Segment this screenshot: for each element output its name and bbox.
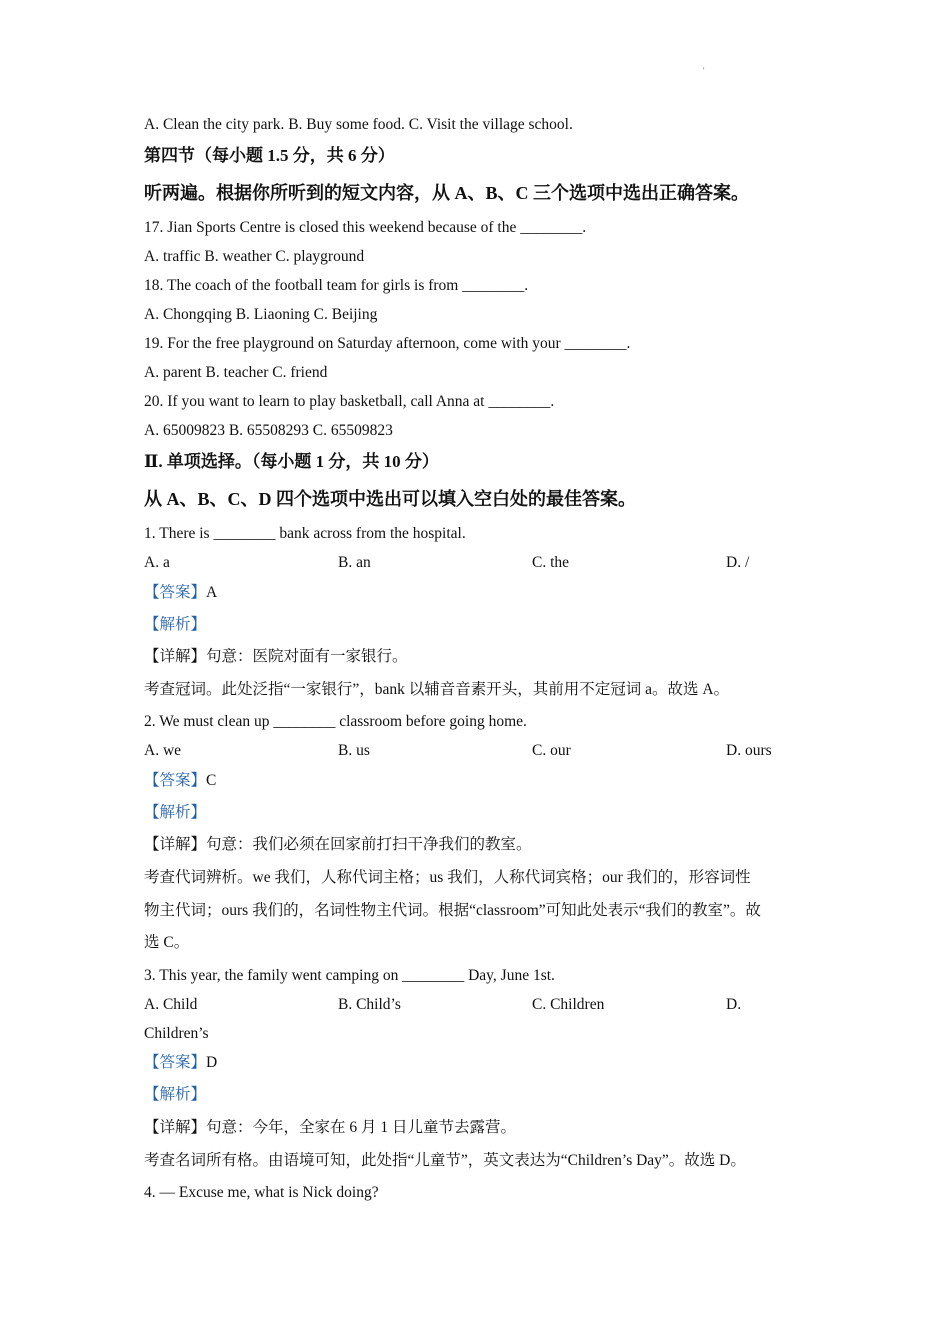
answer-value: D bbox=[206, 1054, 218, 1071]
q3-answer bbox=[144, 1053, 217, 1073]
q1-detail bbox=[144, 647, 408, 667]
q1-stem: 1. There is ________ bank across from the hospital. bbox=[144, 525, 466, 542]
section4-title: 第四节（每小题 1.5 分，共 6 分） bbox=[144, 146, 395, 165]
q3-option-b: B. Child’s bbox=[338, 996, 401, 1013]
q2-analysis-tag: 【解析】 bbox=[144, 804, 207, 821]
q2-option-b: B. us bbox=[338, 742, 370, 759]
q2-option-a: A. we bbox=[144, 742, 182, 759]
q1-option-a: A. a bbox=[144, 554, 170, 571]
page-mark: ' bbox=[703, 66, 705, 75]
q3-analysis-tag: 【解析】 bbox=[144, 1086, 207, 1103]
q1-option-c: C. the bbox=[532, 554, 570, 571]
detail-tag: 【详解】 bbox=[144, 648, 207, 665]
q19-options: A. parent B. teacher C. friend bbox=[144, 364, 328, 381]
q18-stem: 18. The coach of the football team for girls is from ________. bbox=[144, 277, 529, 294]
detail-text: 句意：我们必须在回家前打扫干净我们的教室。 bbox=[206, 836, 532, 853]
q20-stem: 20. If you want to learn to play basketball, call Anna at ________. bbox=[144, 393, 555, 410]
q1-explain-line: 考查冠词。此处泛指“一家银行”，bank 以辅音音素开头，其前用不定冠词 a。故选 A。 bbox=[144, 681, 730, 698]
q2-explain-line: 选 C。 bbox=[144, 934, 190, 951]
q3-option-a: A. Child bbox=[144, 996, 198, 1013]
q3-explain-line: 考查名词所有格。由语境可知，此处指“儿童节”，英文表达为“Children’s Day”。故选 D。 bbox=[144, 1152, 746, 1169]
q2-option-d: D. ours bbox=[726, 742, 772, 759]
q2-detail bbox=[144, 835, 532, 855]
q1-option-d: D. / bbox=[726, 554, 750, 571]
q3-detail bbox=[144, 1118, 516, 1138]
q17-options: A. traffic B. weather C. playground bbox=[144, 248, 365, 265]
q2-stem: 2. We must clean up ________ classroom before going home. bbox=[144, 713, 527, 730]
section4-instruction: 听两遍。根据你所听到的短文内容，从 A、B、C 三个选项中选出正确答案。 bbox=[144, 183, 750, 203]
q2-explain-line: 考查代词辨析。we 我们，人称代词主格；us 我们，人称代词宾格；our 我们的，形容词性 bbox=[144, 869, 751, 886]
q1-option-b: B. an bbox=[338, 554, 371, 571]
q1-analysis-tag: 【解析】 bbox=[144, 616, 207, 633]
q16-options: A. Clean the city park. B. Buy some food. C. Visit the village school. bbox=[144, 116, 573, 133]
q2-explain-line: 物主代词；ours 我们的，名词性物主代词。根据“classroom”可知此处表示“我们的教室”。故 bbox=[144, 902, 761, 919]
q3-option-c: C. Children bbox=[532, 996, 605, 1013]
detail-tag: 【详解】 bbox=[144, 836, 207, 853]
q3-option-d: D. bbox=[726, 996, 742, 1013]
q17-stem: 17. Jian Sports Centre is closed this weekend because of the ________. bbox=[144, 219, 587, 236]
part2-instruction: 从 A、B、C、D 四个选项中选出可以填入空白处的最佳答案。 bbox=[144, 489, 637, 509]
answer-value: C bbox=[206, 772, 217, 789]
q20-options: A. 65009823 B. 65508293 C. 65509823 bbox=[144, 422, 393, 439]
q2-answer bbox=[144, 771, 216, 791]
q3-stem: 3. This year, the family went camping on ________ Day, June 1st. bbox=[144, 967, 555, 984]
detail-tag: 【详解】 bbox=[144, 1119, 207, 1136]
detail-text: 句意：医院对面有一家银行。 bbox=[206, 648, 408, 665]
q1-answer bbox=[144, 583, 217, 603]
answer-value: A bbox=[206, 584, 218, 601]
answer-tag: 【答案】 bbox=[144, 772, 207, 789]
q3-option-d-wrap: Children’s bbox=[144, 1025, 209, 1042]
answer-tag: 【答案】 bbox=[144, 584, 207, 601]
q18-options: A. Chongqing B. Liaoning C. Beijing bbox=[144, 306, 378, 323]
detail-text: 句意：今年，全家在 6 月 1 日儿童节去露营。 bbox=[206, 1119, 517, 1136]
q19-stem: 19. For the free playground on Saturday afternoon, come with your ________. bbox=[144, 335, 631, 352]
part2-title: Ⅱ. 单项选择。（每小题 1 分，共 10 分） bbox=[144, 452, 439, 471]
q4-stem: 4. — Excuse me, what is Nick doing? bbox=[144, 1184, 379, 1201]
answer-tag: 【答案】 bbox=[144, 1054, 207, 1071]
q2-option-c: C. our bbox=[532, 742, 571, 759]
